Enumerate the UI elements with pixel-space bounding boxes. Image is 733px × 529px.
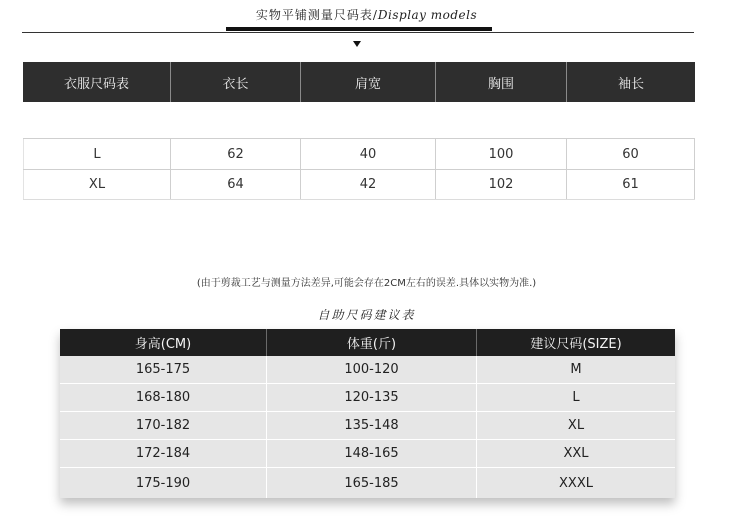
weight-cell: 135-148: [267, 412, 477, 439]
measurement-table-body: [23, 138, 695, 200]
header-chest: 胸围: [436, 62, 567, 102]
shoulder-cell: 40: [301, 139, 436, 169]
table-row: [60, 468, 675, 498]
table-row: [60, 440, 675, 468]
weight-cell: 148-165: [267, 440, 477, 467]
header-height: 身高(CM): [60, 329, 267, 356]
size-cell: XXL: [563, 446, 589, 461]
shoulder-cell: 42: [301, 170, 436, 199]
page-title: [0, 6, 733, 23]
size-cell: XL: [23, 170, 171, 199]
measurement-note: (由于剪裁工艺与测量方法差异,可能会存在2CM左右的误差.具体以实物为准.): [196, 278, 537, 289]
height-cell: 165-175: [60, 356, 267, 383]
chest-cell: 100: [436, 139, 567, 169]
header-length: 衣长: [171, 62, 301, 102]
height-cell: 170-182: [60, 412, 267, 439]
title-rule: [22, 32, 694, 33]
table-row: [60, 356, 675, 384]
title-separator: /: [372, 8, 378, 22]
header-shoulder: 肩宽: [301, 62, 436, 102]
size-cell: L: [23, 139, 171, 169]
down-arrow-icon: [353, 41, 361, 47]
length-cell: 62: [171, 139, 301, 169]
weight-cell: 100-120: [267, 356, 477, 383]
chest-cell: 102: [436, 170, 567, 199]
suggestion-title: 自助尺码建议表: [317, 308, 416, 322]
height-cell: 172-184: [60, 440, 267, 467]
size-cell: M: [570, 362, 582, 377]
sleeve-cell: 60: [567, 139, 695, 169]
table-row: [60, 412, 675, 440]
height-cell: 175-190: [60, 468, 267, 498]
size-cell: XXXL: [559, 475, 593, 491]
measurement-table-header: [23, 62, 695, 102]
size-cell: XL: [567, 418, 585, 433]
size-suggestion-table: [60, 329, 675, 498]
suggestion-table-header: [60, 329, 675, 356]
size-cell: L: [572, 390, 580, 405]
title-cn: 实物平铺测量尺码表: [255, 8, 373, 22]
header-suggested-size: 建议尺码(SIZE): [530, 337, 622, 352]
weight-cell: 120-135: [267, 384, 477, 411]
header-size-chart: 衣服尺码表: [23, 62, 171, 102]
header-sleeve: 袖长: [617, 76, 644, 92]
length-cell: 64: [171, 170, 301, 199]
title-en: Display models: [377, 8, 478, 22]
table-row: [23, 138, 695, 169]
weight-cell: 165-185: [267, 468, 477, 498]
height-cell: 168-180: [60, 384, 267, 411]
sleeve-cell: 61: [567, 170, 695, 199]
table-row: [60, 384, 675, 412]
title-underline-bar: [226, 27, 492, 31]
header-weight: 体重(斤): [267, 329, 477, 356]
table-row: [23, 169, 695, 200]
